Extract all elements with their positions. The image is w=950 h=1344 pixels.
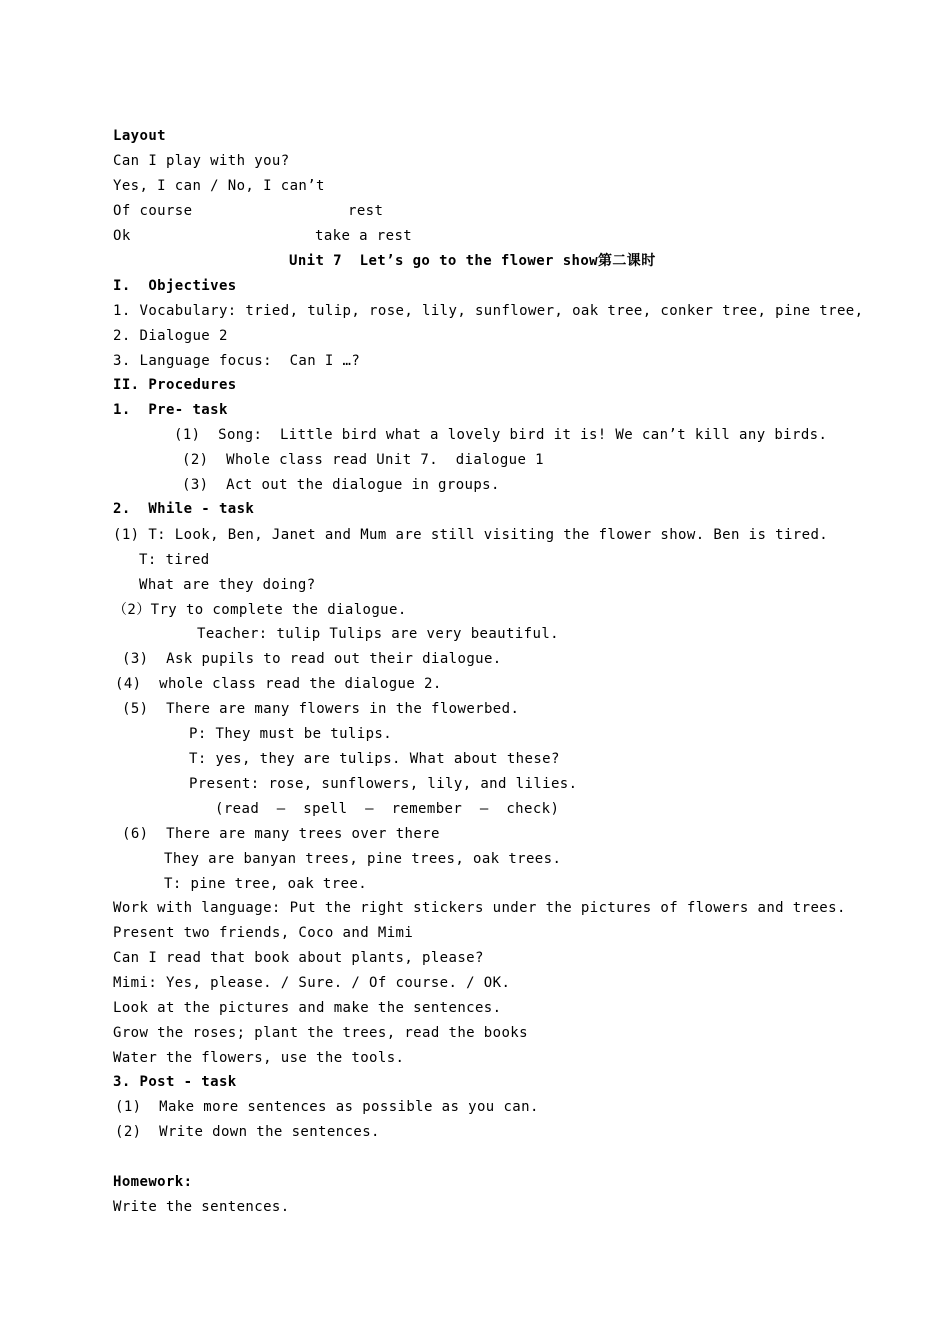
layout-line: take a rest [315,228,413,244]
while-task-line: They are banyan trees, pine trees, oak trees. [164,851,562,867]
post-task-item: (2) Write down the sentences. [115,1124,380,1140]
while-task-heading: 2. While - task [113,501,255,517]
while-task-line: Work with language: Put the right stickers under the pictures of flowers and trees. [113,900,846,916]
post-task-heading: 3. Post - task [113,1074,237,1090]
pre-task-item: (2) Whole class read Unit 7. dialogue 1 [182,452,544,468]
objectives-heading: I. Objectives [113,278,237,294]
while-task-line: What are they doing? [139,577,316,593]
while-task-line: P: They must be tulips. [189,726,393,742]
while-task-line: (read – spell – remember – check) [215,801,560,817]
homework-text: Write the sentences. [113,1199,290,1215]
while-task-line: Can I read that book about plants, please? [113,950,484,966]
layout-line: Can I play with you? [113,153,290,169]
procedures-heading: II. Procedures [113,377,237,393]
while-task-line: （2）Try to complete the dialogue. [113,602,407,618]
while-task-line: Mimi: Yes, please. / Sure. / Of course. / OK. [113,975,511,991]
objective-item: 2. Dialogue 2 [113,328,228,344]
layout-line: Of course [113,203,193,219]
objective-item: 1. Vocabulary: tried, tulip, rose, lily, sunflower, oak tree, conker tree, pine tree, [113,303,864,319]
while-task-line: (6) There are many trees over there [122,826,440,842]
while-task-line: T: pine tree, oak tree. [164,876,368,892]
post-task-item: (1) Make more sentences as possible as you can. [115,1099,539,1115]
while-task-line: T: yes, they are tulips. What about these? [189,751,560,767]
lesson-title: Unit 7 Let’s go to the flower show第二课时 [289,253,656,269]
while-task-line: T: tired [139,552,210,568]
pre-task-heading: 1. Pre- task [113,402,228,418]
while-task-line: Present: rose, sunflowers, lily, and lilies. [189,776,578,792]
while-task-line: (5) There are many flowers in the flowerbed. [122,701,520,717]
objective-item: 3. Language focus: Can I …? [113,353,361,369]
pre-task-item: (1) Song: Little bird what a lovely bird it is! We can’t kill any birds. [174,427,828,443]
while-task-line: Look at the pictures and make the sentences. [113,1000,502,1016]
while-task-line: Present two friends, Coco and Mimi [113,925,414,941]
layout-heading: Layout [113,128,166,144]
while-task-line: (1) T: Look, Ben, Janet and Mum are still visiting the flower show. Ben is tired. [113,527,829,543]
while-task-line: Teacher: tulip Tulips are very beautiful. [197,626,559,642]
while-task-line: Water the flowers, use the tools. [113,1050,405,1066]
homework-heading: Homework: [113,1174,193,1190]
layout-line: Ok [113,228,131,244]
while-task-line: (4) whole class read the dialogue 2. [115,676,442,692]
layout-line: rest [348,203,384,219]
layout-line: Yes, I can / No, I can’t [113,178,325,194]
pre-task-item: (3) Act out the dialogue in groups. [182,477,500,493]
while-task-line: Grow the roses; plant the trees, read the books [113,1025,528,1041]
while-task-line: (3) Ask pupils to read out their dialogue. [122,651,502,667]
